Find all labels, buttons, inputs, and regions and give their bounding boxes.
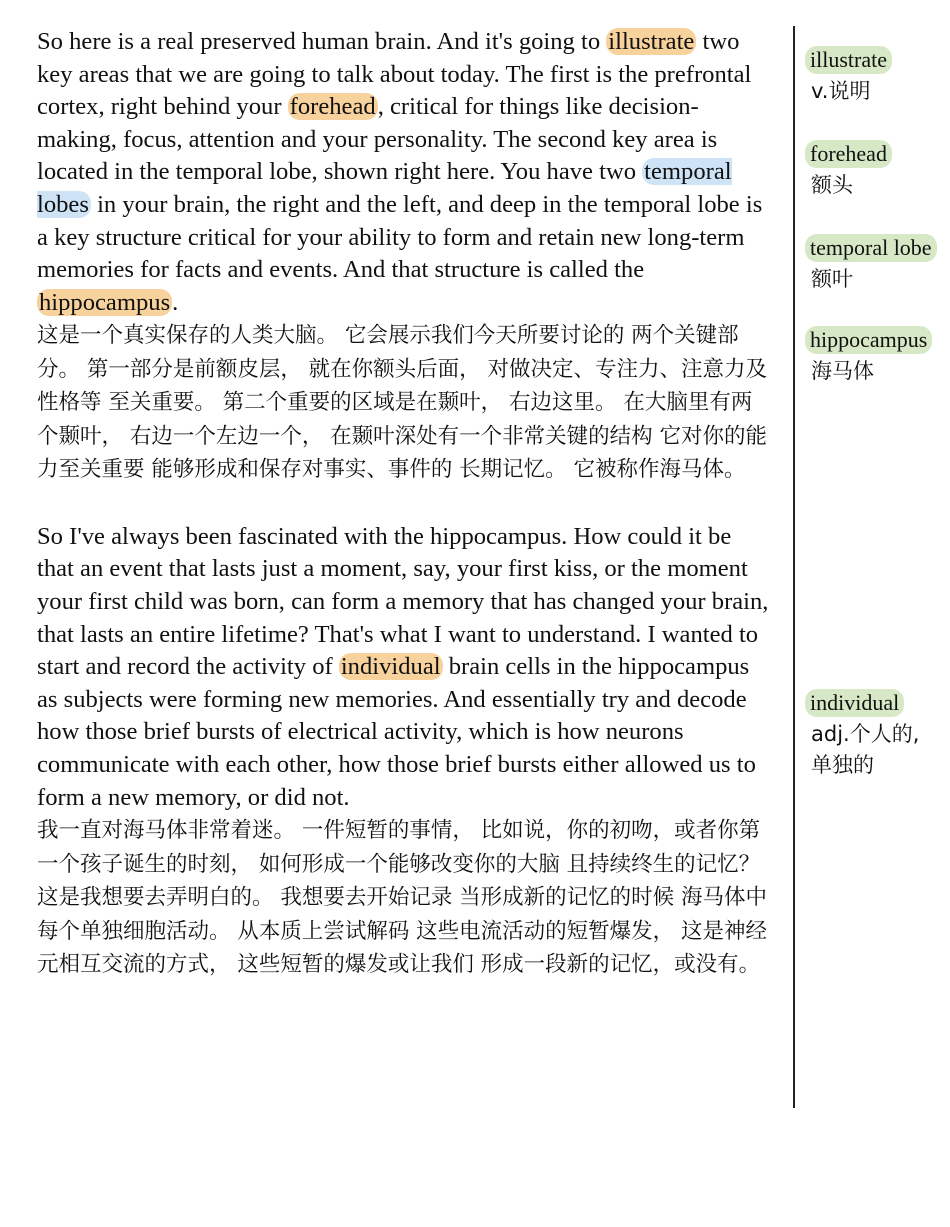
text-run: in your brain, the right and the left, and deep in the temporal lobe is a key structure critical for your ability to form and retain new long-term memories for facts and events. And that structure is called the xyxy=(37,190,763,284)
gloss-word[interactable]: individual xyxy=(805,689,904,717)
highlighted-term[interactable]: illustrate xyxy=(608,28,695,55)
gloss-definition: v.说明 xyxy=(811,79,871,103)
gloss-entry-illustrate xyxy=(805,46,950,107)
text-run: So I've always been fascinated with the hippocampus. How could it be that an event that lasts just a moment, say, your first kiss, or the moment your first child was born, can form a memory that has changed your brain, that lasts an entire lifetime? That's what I want to understand. I wanted to start and record the activity of xyxy=(37,522,769,681)
text-run: brain cells in the hippocampus as subjects were forming new memories. And essentially try and decode how those brief bursts of electrical activity, which is how neurons communicate with each other, how those brief bursts either allowed us to form a new memory, or did not. xyxy=(37,653,756,811)
gloss-definition: adj.个人的,单独的 xyxy=(811,722,920,777)
column-divider xyxy=(793,26,795,1108)
gloss-entry-temporal-lobe xyxy=(805,234,950,295)
gloss-entry-forehead xyxy=(805,140,950,201)
chinese-translation: 我一直对海马体非常着迷。 一件短暂的事情， 比如说，你的初吻，或者你第一个孩子诞生的时刻， 如何形成一个能够改变你的大脑 且持续终生的记忆？ 这是我想要去弄明白的。 我想要去开始记录 当形成新的记忆的时候 海马体中每个单独细胞活动。 从本质上尝试解码 这些电流活动的短暂爆发， 这是神经元相互交流的方式， 这些短暂的爆发或让我们 形成一段新的记忆，或没有。 xyxy=(37,818,768,978)
transcript xyxy=(37,26,772,1016)
highlighted-term[interactable]: individual xyxy=(340,653,441,681)
gloss-word[interactable]: illustrate xyxy=(805,46,892,74)
gloss-word[interactable]: hippocampus xyxy=(805,326,932,354)
highlighted-term[interactable]: hippocampus xyxy=(39,288,171,316)
gloss-definition: 额头 xyxy=(811,173,853,197)
text-run: . xyxy=(172,288,179,316)
english-text xyxy=(37,521,772,814)
paragraph-1 xyxy=(37,26,772,487)
gloss-entry-individual xyxy=(805,689,940,781)
chinese-translation: 这是一个真实保存的人类大脑。 它会展示我们今天所要讨论的 两个关键部分。 第一部分是前额皮层， 就在你额头后面， 对做决定、专注力、注意力及性格等 至关重要。 第二个重要的区域是在颞叶， 右边这里。 在大脑里有两个颞叶， 右边一个左边一个， 在颞叶深处有一个非常关键的结构 它对你的能力至关重要 能够形成和保存对事实、事件的 长期记忆。 它被称作海马体。 xyxy=(37,323,768,483)
gloss-entry-hippocampus xyxy=(805,326,950,387)
gloss-word[interactable]: temporal lobe xyxy=(805,234,937,262)
english-text xyxy=(37,26,772,319)
text-run: two key areas that we are going to talk about today. The first is the prefrontal cortex, right behind your xyxy=(37,28,752,121)
gloss-definition: 海马体 xyxy=(811,359,874,383)
paragraph-2 xyxy=(37,521,772,982)
gloss-definition: 额叶 xyxy=(811,267,853,291)
gloss-word[interactable]: forehead xyxy=(805,140,892,168)
text-run: , critical for things like decision-making, focus, attention and your personality. The second key area is located in the temporal lobe, shown right here. You have two xyxy=(37,93,718,186)
highlighted-term[interactable]: temporal lobes xyxy=(37,158,732,218)
highlighted-term[interactable]: forehead xyxy=(289,93,376,121)
text-run: So here is a real preserved human brain. And it's going to xyxy=(37,28,607,55)
